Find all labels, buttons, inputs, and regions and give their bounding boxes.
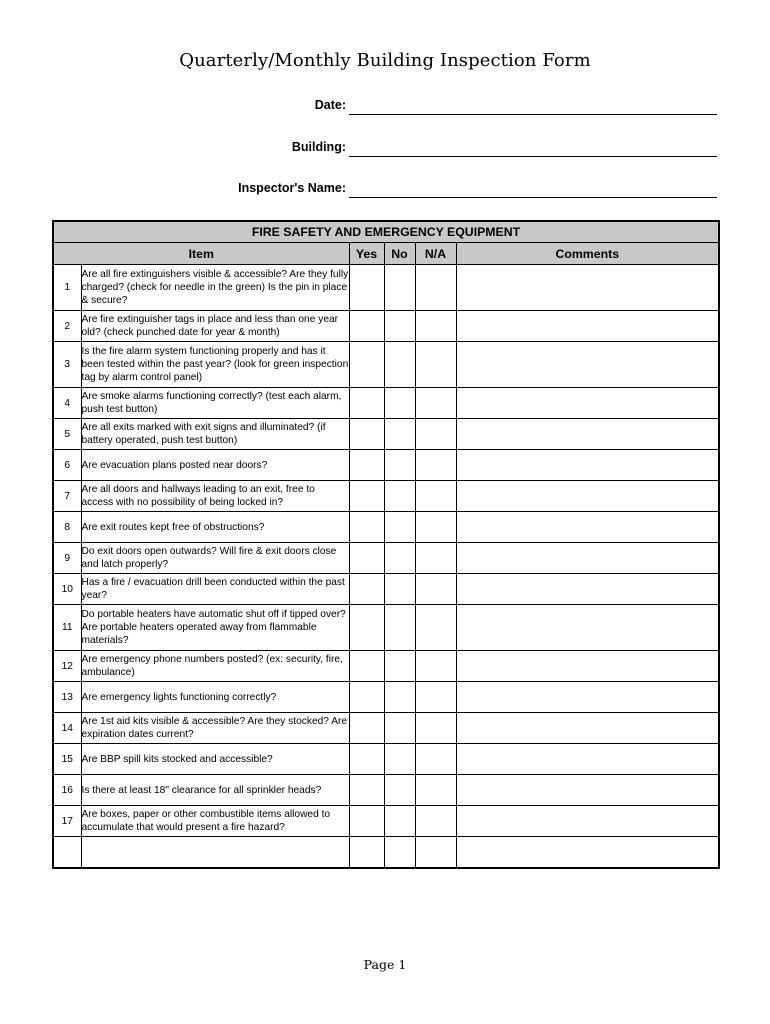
no-cell[interactable] — [384, 311, 415, 342]
row-number: 9 — [53, 543, 81, 574]
yes-cell[interactable] — [349, 682, 384, 713]
table-row — [53, 450, 719, 481]
table-row — [53, 651, 719, 682]
row-number: 7 — [53, 481, 81, 512]
row-number: 11 — [53, 605, 81, 651]
yes-cell[interactable] — [349, 744, 384, 775]
table-row — [53, 512, 719, 543]
building-label: Building: — [291, 140, 346, 154]
no-cell[interactable] — [384, 342, 415, 388]
row-question: Are BBP spill kits stocked and accessible? — [81, 744, 349, 775]
na-cell[interactable] — [415, 837, 456, 868]
column-header-yes: Yes — [349, 243, 384, 265]
table-row — [53, 713, 719, 744]
na-cell[interactable] — [415, 512, 456, 543]
na-cell[interactable] — [415, 311, 456, 342]
comments-cell[interactable] — [456, 388, 719, 419]
yes-cell[interactable] — [349, 574, 384, 605]
no-cell[interactable] — [384, 481, 415, 512]
yes-cell[interactable] — [349, 481, 384, 512]
no-cell[interactable] — [384, 388, 415, 419]
inspection-table — [52, 220, 720, 869]
row-number: 6 — [53, 450, 81, 481]
no-cell[interactable] — [384, 543, 415, 574]
na-cell[interactable] — [415, 713, 456, 744]
date-label: Date: — [314, 98, 346, 112]
na-cell[interactable] — [415, 574, 456, 605]
row-question: Do exit doors open outwards? Will fire & exit doors close and latch properly? — [81, 543, 349, 574]
page-title: Quarterly/Monthly Building Inspection Form — [179, 50, 591, 71]
yes-cell[interactable] — [349, 775, 384, 806]
no-cell[interactable] — [384, 651, 415, 682]
yes-cell[interactable] — [349, 543, 384, 574]
section-header: FIRE SAFETY AND EMERGENCY EQUIPMENT — [53, 221, 719, 243]
comments-cell[interactable] — [456, 311, 719, 342]
yes-cell[interactable] — [349, 512, 384, 543]
row-question: Are exit routes kept free of obstructions? — [81, 512, 349, 543]
na-cell[interactable] — [415, 744, 456, 775]
table-row — [53, 775, 719, 806]
no-cell[interactable] — [384, 837, 415, 868]
row-question[interactable] — [81, 837, 349, 868]
comments-cell[interactable] — [456, 806, 719, 837]
yes-cell[interactable] — [349, 450, 384, 481]
comments-cell[interactable] — [456, 713, 719, 744]
na-cell[interactable] — [415, 481, 456, 512]
no-cell[interactable] — [384, 265, 415, 311]
yes-cell[interactable] — [349, 837, 384, 868]
na-cell[interactable] — [415, 605, 456, 651]
row-number: 10 — [53, 574, 81, 605]
no-cell[interactable] — [384, 713, 415, 744]
no-cell[interactable] — [384, 605, 415, 651]
page-number: Page 1 — [363, 957, 407, 972]
row-question: Are boxes, paper or other combustible items allowed to accumulate that would present a fire hazard? — [81, 806, 349, 837]
row-number: 16 — [53, 775, 81, 806]
table-row — [53, 543, 719, 574]
no-cell[interactable] — [384, 806, 415, 837]
row-number: 1 — [53, 265, 81, 311]
no-cell[interactable] — [384, 744, 415, 775]
yes-cell[interactable] — [349, 311, 384, 342]
building-field-row — [0, 140, 770, 160]
comments-cell[interactable] — [456, 450, 719, 481]
yes-cell[interactable] — [349, 651, 384, 682]
yes-cell[interactable] — [349, 342, 384, 388]
row-question: Is the fire alarm system functioning properly and has it been tested within the past year? (look for green inspection tag by alarm control panel) — [81, 342, 349, 388]
table-row — [53, 419, 719, 450]
table-row — [53, 806, 719, 837]
no-cell[interactable] — [384, 574, 415, 605]
comments-cell[interactable] — [456, 775, 719, 806]
row-number: 3 — [53, 342, 81, 388]
comments-cell[interactable] — [456, 481, 719, 512]
row-number: 8 — [53, 512, 81, 543]
yes-cell[interactable] — [349, 806, 384, 837]
table-row — [53, 605, 719, 651]
table-row — [53, 574, 719, 605]
building-input-line[interactable] — [349, 156, 717, 157]
na-cell[interactable] — [415, 419, 456, 450]
na-cell[interactable] — [415, 651, 456, 682]
row-question: Do portable heaters have automatic shut off if tipped over? Are portable heaters operated away from flammable materials? — [81, 605, 349, 651]
na-cell[interactable] — [415, 450, 456, 481]
row-question: Are fire extinguisher tags in place and less than one year old? (check punched date for year & month) — [81, 311, 349, 342]
row-number — [53, 837, 81, 868]
yes-cell[interactable] — [349, 605, 384, 651]
table-row — [53, 265, 719, 311]
na-cell[interactable] — [415, 543, 456, 574]
comments-cell[interactable] — [456, 837, 719, 868]
row-question: Are emergency phone numbers posted? (ex: security, fire, ambulance) — [81, 651, 349, 682]
date-input-line[interactable] — [349, 114, 717, 115]
table-row — [53, 311, 719, 342]
na-cell[interactable] — [415, 265, 456, 311]
comments-cell[interactable] — [456, 342, 719, 388]
row-number: 2 — [53, 311, 81, 342]
row-question: Are emergency lights functioning correctly? — [81, 682, 349, 713]
inspector-field-row — [0, 181, 770, 201]
na-cell[interactable] — [415, 388, 456, 419]
comments-cell[interactable] — [456, 651, 719, 682]
row-question: Is there at least 18" clearance for all sprinkler heads? — [81, 775, 349, 806]
row-number: 13 — [53, 682, 81, 713]
table-row — [53, 388, 719, 419]
comments-cell[interactable] — [456, 574, 719, 605]
comments-cell[interactable] — [456, 605, 719, 651]
comments-cell[interactable] — [456, 744, 719, 775]
no-cell[interactable] — [384, 419, 415, 450]
inspector-name-input-line[interactable] — [349, 197, 717, 198]
column-header-item: Item — [53, 243, 349, 265]
na-cell[interactable] — [415, 775, 456, 806]
table-row — [53, 342, 719, 388]
yes-cell[interactable] — [349, 388, 384, 419]
row-number: 12 — [53, 651, 81, 682]
row-number: 15 — [53, 744, 81, 775]
yes-cell[interactable] — [349, 265, 384, 311]
table-row — [53, 682, 719, 713]
row-question: Are all fire extinguishers visible & accessible? Are they fully charged? (check for needle in the green) Is the pin in place & secure? — [81, 265, 349, 311]
comments-cell[interactable] — [456, 512, 719, 543]
row-question: Are evacuation plans posted near doors? — [81, 450, 349, 481]
na-cell[interactable] — [415, 682, 456, 713]
yes-cell[interactable] — [349, 419, 384, 450]
row-question: Are 1st aid kits visible & accessible? Are they stocked? Are expiration dates current? — [81, 713, 349, 744]
row-number: 14 — [53, 713, 81, 744]
comments-cell[interactable] — [456, 543, 719, 574]
table-row — [53, 481, 719, 512]
no-cell[interactable] — [384, 512, 415, 543]
row-question: Are all doors and hallways leading to an exit, free to access with no possibility of being locked in? — [81, 481, 349, 512]
row-number: 5 — [53, 419, 81, 450]
column-header-comments: Comments — [456, 243, 719, 265]
table-row — [53, 744, 719, 775]
no-cell[interactable] — [384, 682, 415, 713]
row-question: Are smoke alarms functioning correctly? (test each alarm, push test button) — [81, 388, 349, 419]
column-header-na: N/A — [415, 243, 456, 265]
no-cell[interactable] — [384, 450, 415, 481]
comments-cell[interactable] — [456, 265, 719, 311]
inspector-name-label: Inspector's Name: — [238, 181, 346, 195]
date-field-row — [0, 98, 770, 118]
comments-cell[interactable] — [456, 419, 719, 450]
comments-cell[interactable] — [456, 682, 719, 713]
na-cell[interactable] — [415, 342, 456, 388]
table-row — [53, 837, 719, 868]
row-number: 4 — [53, 388, 81, 419]
no-cell[interactable] — [384, 775, 415, 806]
row-question: Has a fire / evacuation drill been conducted within the past year? — [81, 574, 349, 605]
row-question: Are all exits marked with exit signs and illuminated? (if battery operated, push test button) — [81, 419, 349, 450]
column-header-no: No — [384, 243, 415, 265]
yes-cell[interactable] — [349, 713, 384, 744]
na-cell[interactable] — [415, 806, 456, 837]
row-number: 17 — [53, 806, 81, 837]
